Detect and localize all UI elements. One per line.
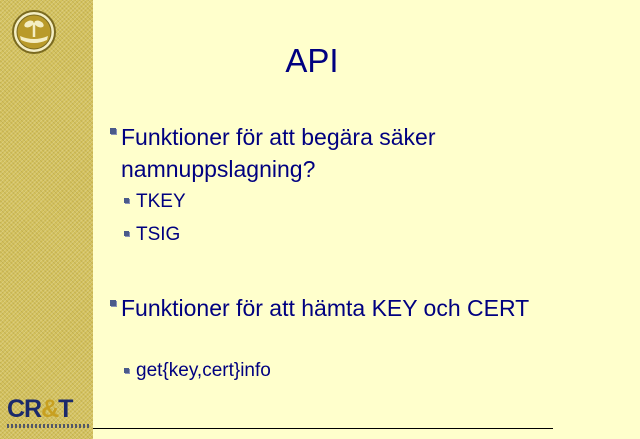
sub-bullet-getinfo: get{key,cert}info [136, 360, 271, 381]
cr-t-logo [7, 395, 89, 435]
logo-cr: CR [7, 395, 42, 423]
slide-title: API [285, 42, 339, 79]
bullet-icon [124, 368, 129, 373]
logo-ampersand: & [41, 395, 59, 423]
emblem-icon [11, 9, 57, 55]
bullet-icon [124, 231, 129, 236]
sidebar-pattern [0, 0, 93, 439]
bullet-icon [124, 198, 129, 203]
bullet-icon [110, 128, 116, 134]
logo-t: T [58, 395, 73, 423]
bullet-icon [110, 300, 116, 306]
sub-bullet-tsig: TSIG [136, 224, 181, 245]
footer-divider [93, 428, 553, 429]
bullet-item-2: Funktioner för att hämta KEY och CERT [121, 295, 530, 321]
logo-tagline-strip [7, 424, 89, 428]
bullet-item-1: Funktioner för att begära säker namnuppslagning? [121, 124, 436, 182]
sub-bullet-tkey: TKEY [136, 191, 186, 212]
